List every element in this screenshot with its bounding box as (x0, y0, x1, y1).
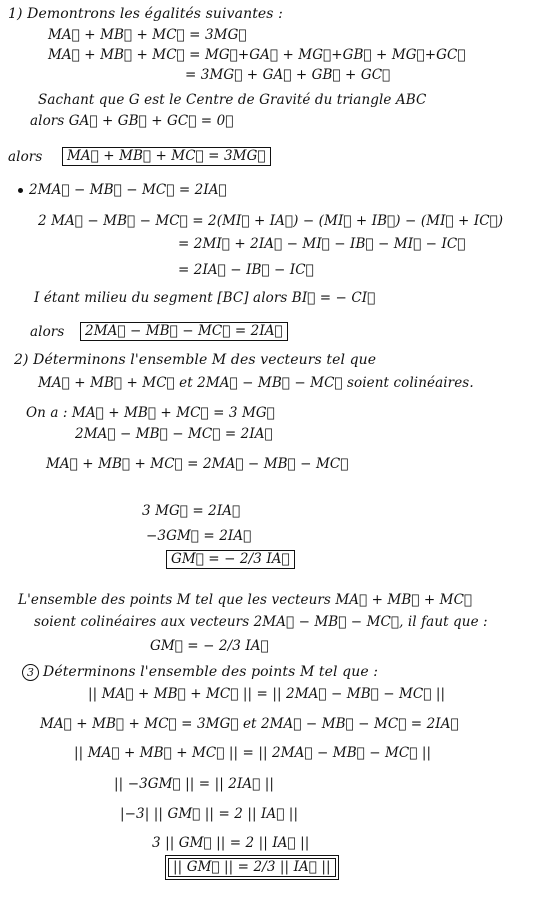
boxed-result: GM⃗ = − 2/3 IA⃗ (166, 550, 295, 569)
equation-line: MA⃗ + MB⃗ + MC⃗ = 3MG⃗ (48, 27, 247, 43)
boxed-result: MA⃗ + MB⃗ + MC⃗ = 3MG⃗ (62, 147, 271, 166)
equation-line: = 2IA⃗ − IB⃗ − IC⃗ (178, 262, 314, 278)
equation-line: MA⃗ + MB⃗ + MC⃗ = MG⃗+GA⃗ + MG⃗+GB⃗ + MG⃗+GC⃗ (48, 47, 466, 63)
equation-line: 2 MA⃗ − MB⃗ − MC⃗ = 2(MI⃗ + IA⃗) − (MI⃗ + IB⃗) − (MI⃗ + IC⃗) (38, 213, 504, 229)
equation-line: || MA⃗ + MB⃗ + MC⃗ || = || 2MA⃗ − MB⃗ − MC⃗ || (74, 745, 432, 761)
equation-line: MA⃗ + MB⃗ + MC⃗ = 2MA⃗ − MB⃗ − MC⃗ (46, 456, 349, 472)
equation-line: On a : MA⃗ + MB⃗ + MC⃗ = 3 MG⃗ (26, 405, 275, 421)
equation-line: MA⃗ + MB⃗ + MC⃗ = 3MG⃗ et 2MA⃗ − MB⃗ − MC⃗ = 2IA⃗ (40, 716, 459, 732)
equation-line: 2MA⃗ − MB⃗ − MC⃗ = 2IA⃗ (75, 426, 273, 442)
section-1-title: 1) Demontrons les égalités suivantes : (8, 6, 283, 22)
text-line: soient colinéaires aux vecteurs 2MA⃗ − MB⃗ − MC⃗, il faut que : (34, 614, 488, 630)
circled-number: 3 (22, 664, 39, 681)
equation-line: || −3GM⃗ || = || 2IA⃗ || (114, 776, 275, 792)
equation-line: = 2MI⃗ + 2IA⃗ − MI⃗ − IB⃗ − MI⃗ − IC⃗ (178, 236, 466, 252)
equation-line: GM⃗ = − 2/3 IA⃗ (150, 638, 269, 654)
bullet-icon (18, 188, 23, 193)
text-line: MA⃗ + MB⃗ + MC⃗ et 2MA⃗ − MB⃗ − MC⃗ soient colinéaires. (38, 375, 474, 391)
text-line: Sachant que G est le Centre de Gravité du triangle ABC (38, 92, 427, 108)
section-2-title: 2) Déterminons l'ensemble M des vecteurs tel que (14, 352, 377, 368)
equation-line: 2MA⃗ − MB⃗ − MC⃗ = 2IA⃗ (18, 182, 227, 199)
section-3-title: 3 Déterminons l'ensemble des points M tel que : (22, 664, 378, 681)
equation-line: || MA⃗ + MB⃗ + MC⃗ || = || 2MA⃗ − MB⃗ − MC⃗ || (88, 686, 446, 702)
text-line: alors (30, 324, 65, 340)
equation-line: |−3| || GM⃗ || = 2 || IA⃗ || (120, 806, 299, 822)
text-line: alors (8, 149, 43, 165)
text-line: L'ensemble des points M tel que les vecteurs MA⃗ + MB⃗ + MC⃗ (18, 592, 473, 608)
boxed-result: 2MA⃗ − MB⃗ − MC⃗ = 2IA⃗ (80, 322, 288, 341)
text-line: I étant milieu du segment [BC] alors BI⃗ = − CI⃗ (34, 290, 376, 306)
equation-line: = 3MG⃗ + GA⃗ + GB⃗ + GC⃗ (185, 67, 391, 83)
equation-line: 3 MG⃗ = 2IA⃗ (142, 503, 241, 519)
text-line: alors GA⃗ + GB⃗ + GC⃗ = 0⃗ (30, 113, 234, 129)
equation-line: −3GM⃗ = 2IA⃗ (146, 528, 252, 544)
equation-line: 3 || GM⃗ || = 2 || IA⃗ || (152, 835, 310, 851)
boxed-result: || GM⃗ || = 2/3 || IA⃗ || (168, 858, 336, 877)
